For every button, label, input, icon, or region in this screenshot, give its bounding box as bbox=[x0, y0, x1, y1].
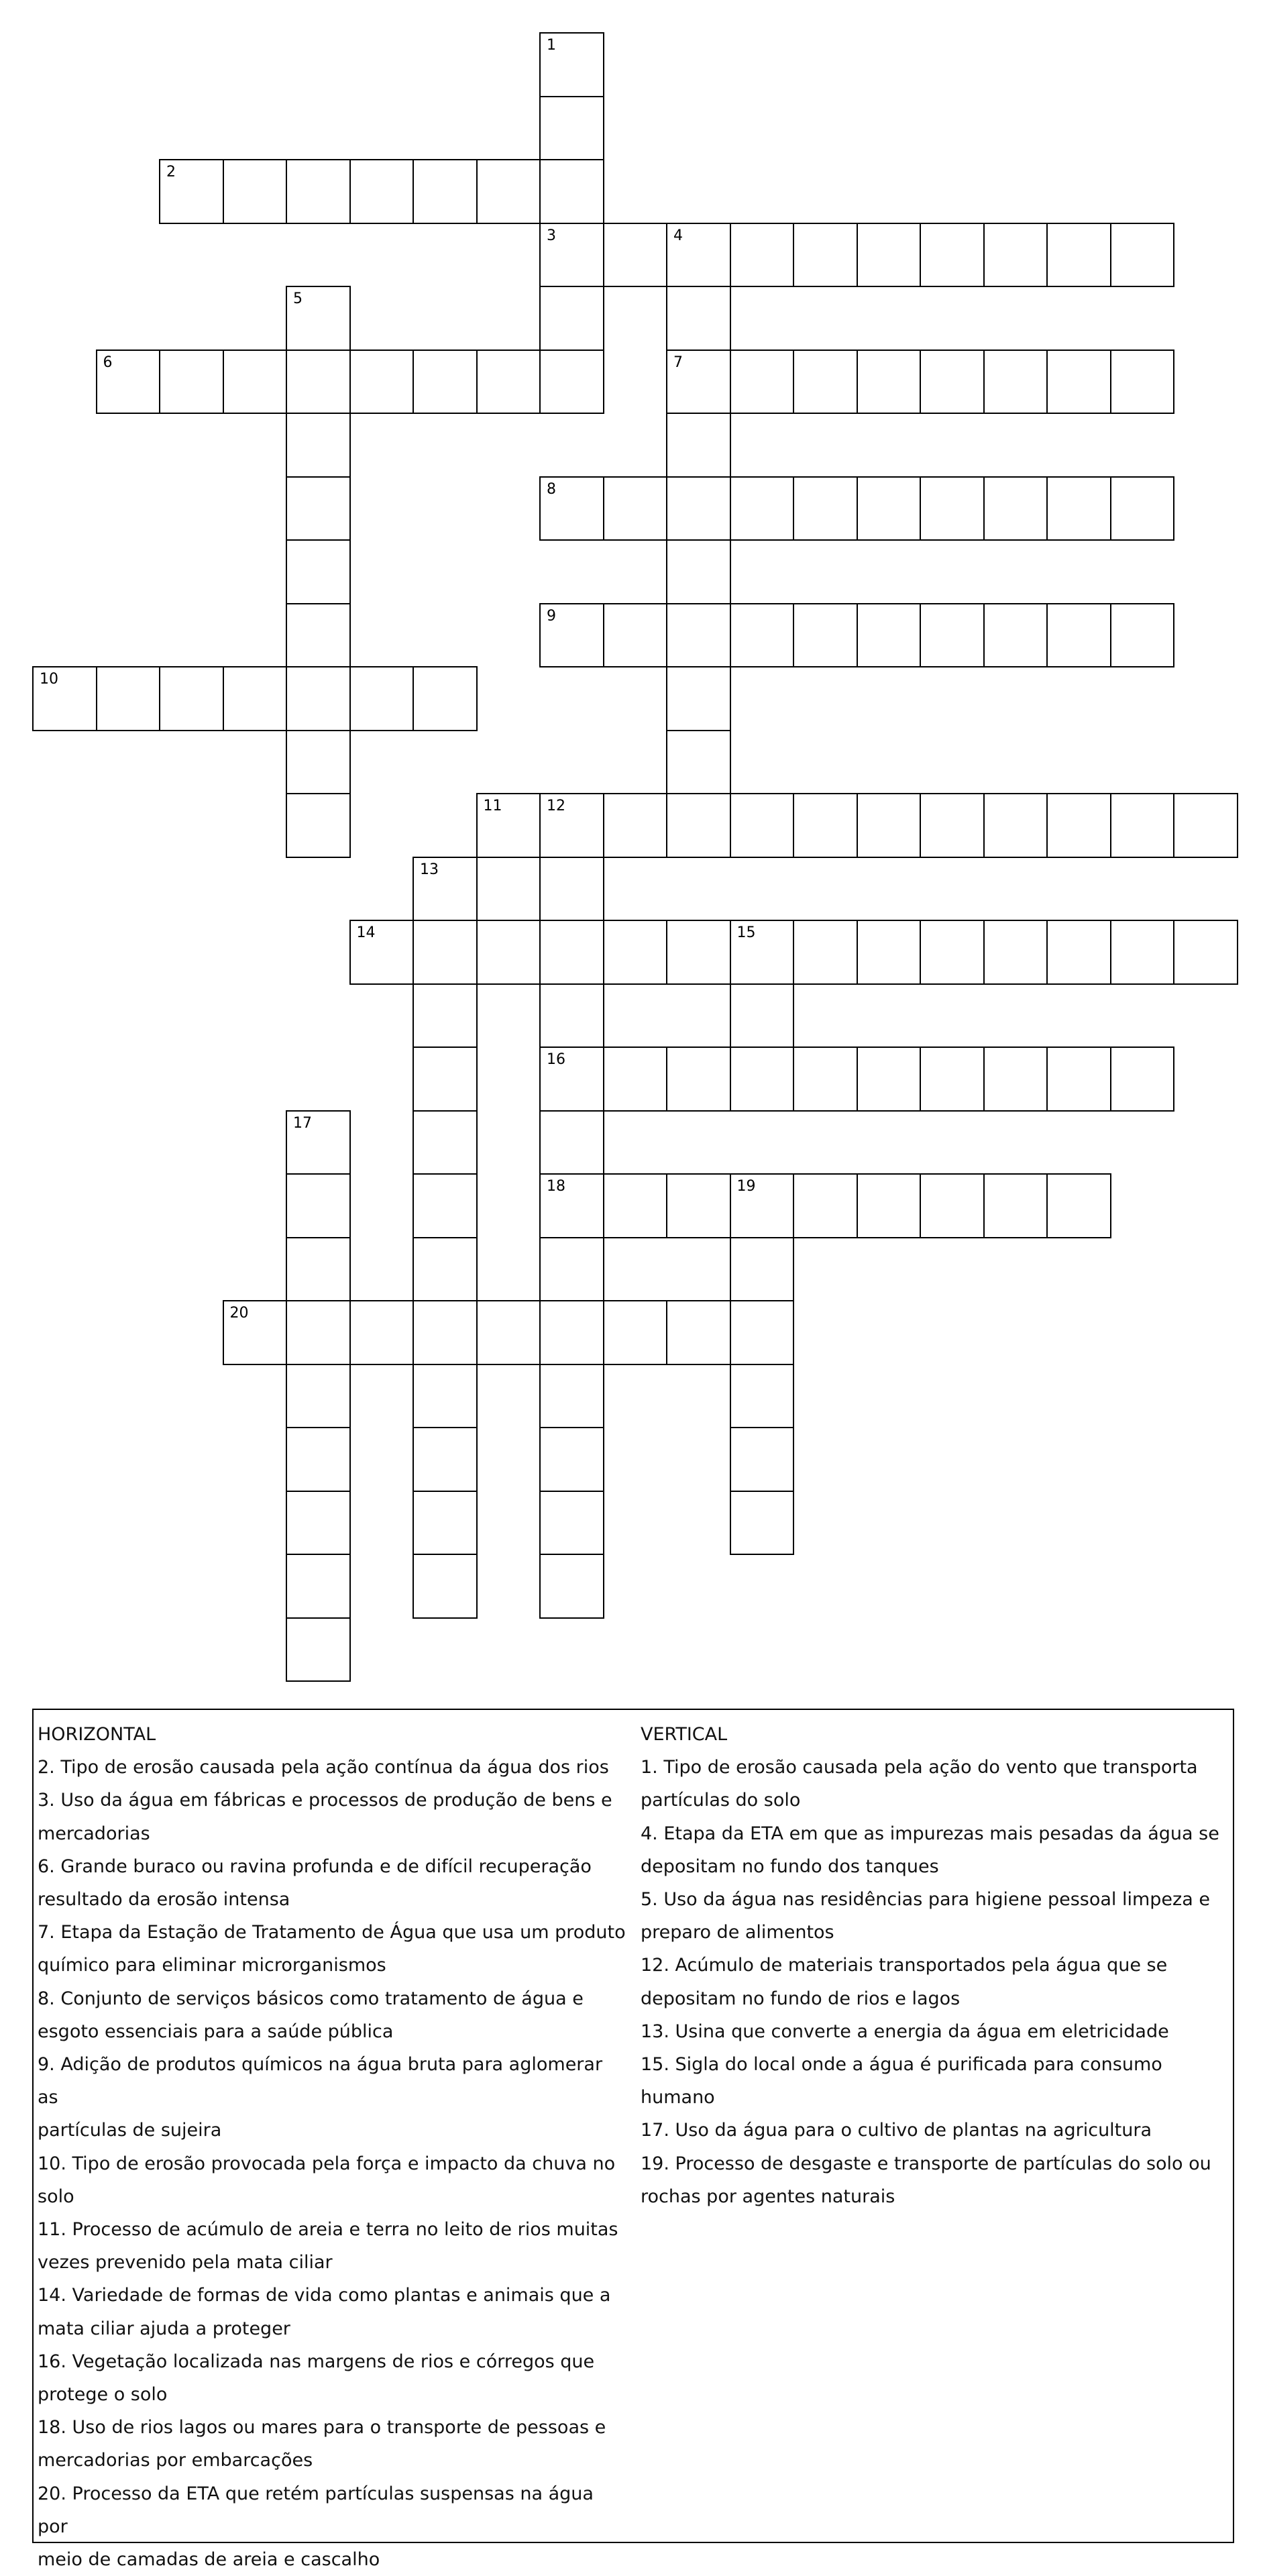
grid-cell[interactable] bbox=[666, 350, 731, 415]
grid-cell[interactable] bbox=[920, 1173, 985, 1238]
grid-cell[interactable] bbox=[920, 920, 985, 985]
grid-cell[interactable] bbox=[349, 920, 415, 985]
grid-cell[interactable] bbox=[857, 476, 922, 541]
grid-cell[interactable] bbox=[286, 350, 351, 415]
grid-cell[interactable] bbox=[857, 223, 922, 288]
cell-number: 11 bbox=[483, 798, 502, 814]
grid-cell[interactable] bbox=[413, 1237, 478, 1302]
grid-cell[interactable] bbox=[539, 793, 604, 858]
grid-cell[interactable] bbox=[286, 539, 351, 604]
horizontal-clue-line: esgoto essenciais para a saúde pública bbox=[38, 2021, 394, 2042]
grid-cell[interactable] bbox=[920, 1046, 985, 1112]
grid-cell[interactable] bbox=[539, 1364, 604, 1429]
grid-cell[interactable] bbox=[286, 1491, 351, 1556]
grid-cell[interactable] bbox=[983, 603, 1048, 668]
grid-cell[interactable] bbox=[730, 603, 795, 668]
grid-cell[interactable] bbox=[793, 476, 858, 541]
grid-cell[interactable] bbox=[1046, 223, 1111, 288]
grid-cell[interactable] bbox=[96, 350, 161, 415]
grid-cell[interactable] bbox=[793, 920, 858, 985]
grid-cell[interactable] bbox=[413, 1364, 478, 1429]
grid-cell[interactable] bbox=[413, 920, 478, 985]
grid-cell[interactable] bbox=[983, 350, 1048, 415]
grid-cell[interactable] bbox=[1046, 350, 1111, 415]
grid-cell[interactable] bbox=[349, 1300, 415, 1365]
vertical-clue-line: 19. Processo de desgaste e transporte de partículas do solo ou bbox=[641, 2153, 1211, 2174]
grid-cell[interactable] bbox=[1110, 1046, 1175, 1112]
horizontal-clue-line: 20. Processo da ETA que retém partículas suspensas na água por bbox=[38, 2483, 594, 2537]
grid-cell[interactable] bbox=[730, 350, 795, 415]
horizontal-clue-line: resultado da erosão intensa bbox=[38, 1889, 290, 1911]
grid-cell[interactable] bbox=[857, 1046, 922, 1112]
cell-number: 3 bbox=[547, 227, 556, 244]
grid-cell[interactable] bbox=[983, 476, 1048, 541]
vertical-clue-line: depositam no fundo de rios e lagos bbox=[641, 1988, 961, 2009]
grid-cell[interactable] bbox=[857, 920, 922, 985]
grid-cell[interactable] bbox=[983, 1046, 1048, 1112]
grid-cell[interactable] bbox=[1046, 476, 1111, 541]
grid-cell[interactable] bbox=[413, 1491, 478, 1556]
horizontal-clue-line: 7. Etapa da Estação de Tratamento de Água que usa um produto bbox=[38, 1922, 626, 1943]
cell-number: 16 bbox=[547, 1051, 565, 1068]
grid-cell[interactable] bbox=[666, 413, 731, 478]
grid-cell[interactable] bbox=[413, 666, 478, 731]
grid-cell[interactable] bbox=[1110, 223, 1175, 288]
vertical-clue-line: 12. Acúmulo de materiais transportados pela água que se bbox=[641, 1955, 1168, 1976]
grid-cell[interactable] bbox=[286, 1110, 351, 1175]
grid-cell[interactable] bbox=[286, 793, 351, 858]
grid-cell[interactable] bbox=[730, 1046, 795, 1112]
grid-cell[interactable] bbox=[1046, 1046, 1111, 1112]
grid-cell[interactable] bbox=[223, 1300, 288, 1365]
grid-cell[interactable] bbox=[286, 1617, 351, 1682]
grid-cell[interactable] bbox=[539, 350, 604, 415]
grid-cell[interactable] bbox=[349, 350, 415, 415]
vertical-clue-line: 1. Tipo de erosão causada pela ação do vento que transporta bbox=[641, 1757, 1198, 1778]
grid-cell[interactable] bbox=[920, 476, 985, 541]
clues-box bbox=[32, 1709, 1234, 2571]
grid-cell[interactable] bbox=[730, 1173, 795, 1238]
horizontal-clue-line: 8. Conjunto de serviços básicos como tratamento de água e bbox=[38, 1988, 584, 2009]
horizontal-clue-line: 10. Tipo de erosão provocada pela força e impacto da chuva no bbox=[38, 2153, 616, 2174]
horizontal-clue-line: mata ciliar ajuda a proteger bbox=[38, 2318, 290, 2339]
grid-cell[interactable] bbox=[920, 350, 985, 415]
horizontal-clue-line: 9. Adição de produtos químicos na água bruta para aglomerar as bbox=[38, 2054, 603, 2108]
cell-number: 19 bbox=[736, 1178, 756, 1195]
grid-cell[interactable] bbox=[730, 223, 795, 288]
horizontal-clue-line: mercadorias bbox=[38, 1823, 150, 1844]
grid-cell[interactable] bbox=[223, 350, 288, 415]
grid-cell[interactable] bbox=[857, 793, 922, 858]
grid-cell[interactable] bbox=[96, 666, 161, 731]
grid-cell[interactable] bbox=[793, 1173, 858, 1238]
cell-number: 1 bbox=[547, 37, 556, 54]
grid-cell[interactable] bbox=[539, 32, 604, 97]
horizontal-clue-line: químico para eliminar microrganismos bbox=[38, 1955, 386, 1976]
grid-cell[interactable] bbox=[286, 1554, 351, 1619]
cell-number: 8 bbox=[547, 480, 556, 498]
grid-cell[interactable] bbox=[666, 1173, 731, 1238]
grid-cell[interactable] bbox=[32, 666, 97, 731]
grid-cell[interactable] bbox=[603, 1173, 668, 1238]
grid-cell[interactable] bbox=[920, 793, 985, 858]
grid-cell[interactable] bbox=[730, 1237, 795, 1302]
vertical-clue-line: 4. Etapa da ETA em que as impurezas mais pesadas da água se bbox=[641, 1823, 1219, 1844]
grid-cell[interactable] bbox=[413, 350, 478, 415]
horizontal-clue-line: 3. Uso da água em fábricas e processos de produção de bens e bbox=[38, 1790, 612, 1811]
cell-number: 7 bbox=[673, 354, 683, 371]
grid-cell[interactable] bbox=[603, 223, 668, 288]
grid-cell[interactable] bbox=[666, 476, 731, 541]
grid-cell[interactable] bbox=[1046, 920, 1111, 985]
grid-cell[interactable] bbox=[349, 159, 415, 224]
grid-cell[interactable] bbox=[666, 730, 731, 795]
grid-cell[interactable] bbox=[413, 983, 478, 1049]
grid-cell[interactable] bbox=[1173, 920, 1238, 985]
grid-cell[interactable] bbox=[539, 1237, 604, 1302]
horizontal-clue-line: partículas de sujeira bbox=[38, 2120, 222, 2141]
cell-number: 20 bbox=[229, 1305, 249, 1322]
grid-cell[interactable] bbox=[413, 1300, 478, 1365]
grid-cell[interactable] bbox=[223, 159, 288, 224]
grid-cell[interactable] bbox=[1173, 793, 1238, 858]
grid-cell[interactable] bbox=[539, 476, 604, 541]
grid-cell[interactable] bbox=[539, 603, 604, 668]
grid-cell[interactable] bbox=[1046, 793, 1111, 858]
grid-cell[interactable] bbox=[413, 857, 478, 922]
grid-cell[interactable] bbox=[793, 223, 858, 288]
grid-cell[interactable] bbox=[1110, 603, 1175, 668]
grid-cell[interactable] bbox=[476, 920, 541, 985]
vertical-clue-line: partículas do solo bbox=[641, 1790, 801, 1811]
grid-cell[interactable] bbox=[539, 159, 604, 224]
grid-cell[interactable] bbox=[159, 159, 224, 224]
grid-cell[interactable] bbox=[1110, 793, 1175, 858]
grid-cell[interactable] bbox=[603, 1300, 668, 1365]
grid-cell[interactable] bbox=[539, 983, 604, 1049]
grid-cell[interactable] bbox=[223, 666, 288, 731]
horizontal-clue-line: vezes prevenido pela mata ciliar bbox=[38, 2252, 333, 2273]
grid-cell[interactable] bbox=[730, 983, 795, 1049]
grid-cell[interactable] bbox=[539, 223, 604, 288]
horizontal-clue-line: 2. Tipo de erosão causada pela ação contínua da água dos rios bbox=[38, 1757, 609, 1778]
grid-cell[interactable] bbox=[413, 1554, 478, 1619]
horizontal-clue-line: 6. Grande buraco ou ravina profunda e de difícil recuperação bbox=[38, 1856, 592, 1877]
grid-cell[interactable] bbox=[603, 476, 668, 541]
horizontal-clue-line: protege o solo bbox=[38, 2384, 168, 2406]
cell-number: 17 bbox=[293, 1114, 312, 1132]
grid-cell[interactable] bbox=[539, 1300, 604, 1365]
grid-cell[interactable] bbox=[857, 603, 922, 668]
cell-number: 10 bbox=[40, 671, 58, 688]
vertical-clue-line: preparo de alimentos bbox=[641, 1922, 834, 1943]
vertical-clue-line: rochas por agentes naturais bbox=[641, 2186, 895, 2207]
grid-cell[interactable] bbox=[666, 920, 731, 985]
grid-cell[interactable] bbox=[539, 920, 604, 985]
grid-cell[interactable] bbox=[1110, 920, 1175, 985]
grid-cell[interactable] bbox=[413, 1046, 478, 1112]
grid-cell[interactable] bbox=[730, 1427, 795, 1492]
grid-cell[interactable] bbox=[539, 857, 604, 922]
vertical-clue-line: 5. Uso da água nas residências para higiene pessoal limpeza e bbox=[641, 1889, 1210, 1911]
grid-cell[interactable] bbox=[666, 286, 731, 351]
vertical-clue-line: 13. Usina que converte a energia da água em eletricidade bbox=[641, 2021, 1169, 2042]
grid-cell[interactable] bbox=[793, 793, 858, 858]
grid-cell[interactable] bbox=[793, 603, 858, 668]
grid-cell[interactable] bbox=[666, 1046, 731, 1112]
cell-number: 15 bbox=[736, 924, 756, 941]
grid-cell[interactable] bbox=[730, 1300, 795, 1365]
grid-cell[interactable] bbox=[983, 793, 1048, 858]
grid-cell[interactable] bbox=[286, 286, 351, 351]
grid-cell[interactable] bbox=[286, 730, 351, 795]
grid-cell[interactable] bbox=[666, 223, 731, 288]
grid-cell[interactable] bbox=[983, 920, 1048, 985]
grid-cell[interactable] bbox=[286, 1364, 351, 1429]
grid-cell[interactable] bbox=[666, 603, 731, 668]
cell-number: 18 bbox=[547, 1178, 565, 1195]
horizontal-clue-line: meio de camadas de areia e cascalho bbox=[38, 2549, 380, 2571]
grid-cell[interactable] bbox=[476, 350, 541, 415]
horizontal-clue-line: solo bbox=[38, 2186, 74, 2207]
grid-cell[interactable] bbox=[539, 1491, 604, 1556]
grid-cell[interactable] bbox=[476, 1300, 541, 1365]
grid-cell[interactable] bbox=[286, 1427, 351, 1492]
vertical-clue-line: depositam no fundo dos tanques bbox=[641, 1856, 939, 1877]
grid-cell[interactable] bbox=[539, 1427, 604, 1492]
cell-number: 14 bbox=[356, 924, 376, 941]
grid-cell[interactable] bbox=[286, 413, 351, 478]
vertical-clue-line: 15. Sigla do local onde a água é purificada para consumo humano bbox=[641, 2054, 1162, 2108]
grid-cell[interactable] bbox=[286, 1173, 351, 1238]
grid-cell[interactable] bbox=[1046, 1173, 1111, 1238]
grid-cell[interactable] bbox=[730, 920, 795, 985]
grid-cell[interactable] bbox=[920, 223, 985, 288]
horizontal-heading: HORIZONTAL bbox=[38, 1724, 156, 1745]
grid-cell[interactable] bbox=[730, 1364, 795, 1429]
horizontal-clue-line: 11. Processo de acúmulo de areia e terra no leito de rios muitas bbox=[38, 2219, 618, 2241]
grid-cell[interactable] bbox=[793, 350, 858, 415]
vertical-heading: VERTICAL bbox=[641, 1724, 728, 1745]
grid-cell[interactable] bbox=[857, 350, 922, 415]
horizontal-clue-line: 18. Uso de rios lagos ou mares para o transporte de pessoas e bbox=[38, 2417, 606, 2438]
grid-cell[interactable] bbox=[413, 1110, 478, 1175]
grid-cell[interactable] bbox=[413, 159, 478, 224]
grid-cell[interactable] bbox=[603, 920, 668, 985]
grid-cell[interactable] bbox=[539, 96, 604, 161]
horizontal-clues bbox=[38, 1718, 628, 2576]
grid-cell[interactable] bbox=[286, 159, 351, 224]
grid-cell[interactable] bbox=[476, 857, 541, 922]
horizontal-clue-line: mercadorias por embarcações bbox=[38, 2450, 313, 2471]
grid-cell[interactable] bbox=[603, 603, 668, 668]
grid-cell[interactable] bbox=[286, 1300, 351, 1365]
grid-cell[interactable] bbox=[666, 666, 731, 731]
grid-cell[interactable] bbox=[286, 603, 351, 668]
grid-cell[interactable] bbox=[920, 603, 985, 668]
grid-cell[interactable] bbox=[1046, 603, 1111, 668]
grid-cell[interactable] bbox=[286, 1237, 351, 1302]
cell-number: 9 bbox=[547, 607, 556, 625]
vertical-clue-line: 17. Uso da água para o cultivo de plantas na agricultura bbox=[641, 2120, 1152, 2141]
grid-cell[interactable] bbox=[1110, 476, 1175, 541]
grid-cell[interactable] bbox=[349, 666, 415, 731]
grid-cell[interactable] bbox=[413, 1173, 478, 1238]
grid-cell[interactable] bbox=[730, 1491, 795, 1556]
grid-cell[interactable] bbox=[539, 1554, 604, 1619]
cell-number: 12 bbox=[547, 798, 565, 814]
grid-cell[interactable] bbox=[666, 539, 731, 604]
grid-cell[interactable] bbox=[603, 793, 668, 858]
grid-cell[interactable] bbox=[730, 793, 795, 858]
horizontal-clue-line: 14. Variedade de formas de vida como plantas e animais que a bbox=[38, 2285, 611, 2306]
grid-cell[interactable] bbox=[666, 1300, 731, 1365]
cell-number: 6 bbox=[103, 354, 113, 371]
grid-cell[interactable] bbox=[476, 793, 541, 858]
grid-cell[interactable] bbox=[286, 666, 351, 731]
grid-cell[interactable] bbox=[857, 1173, 922, 1238]
grid-cell[interactable] bbox=[1110, 350, 1175, 415]
grid-cell[interactable] bbox=[539, 1110, 604, 1175]
grid-cell[interactable] bbox=[159, 666, 224, 731]
vertical-clues bbox=[641, 1718, 1231, 2213]
grid-cell[interactable] bbox=[983, 1173, 1048, 1238]
cell-number: 5 bbox=[293, 290, 303, 307]
grid-cell[interactable] bbox=[476, 159, 541, 224]
grid-cell[interactable] bbox=[793, 1046, 858, 1112]
grid-cell[interactable] bbox=[413, 1427, 478, 1492]
grid-cell[interactable] bbox=[159, 350, 224, 415]
cell-number: 4 bbox=[673, 227, 683, 244]
grid-cell[interactable] bbox=[983, 223, 1048, 288]
grid-cell[interactable] bbox=[730, 476, 795, 541]
grid-cell[interactable] bbox=[539, 286, 604, 351]
cell-number: 13 bbox=[420, 861, 439, 878]
grid-cell[interactable] bbox=[539, 1046, 604, 1112]
grid-cell[interactable] bbox=[603, 1046, 668, 1112]
grid-cell[interactable] bbox=[666, 793, 731, 858]
grid-cell[interactable] bbox=[286, 476, 351, 541]
grid-cell[interactable] bbox=[539, 1173, 604, 1238]
cell-number: 2 bbox=[166, 164, 176, 180]
horizontal-clue-line: 16. Vegetação localizada nas margens de rios e córregos que bbox=[38, 2351, 595, 2372]
